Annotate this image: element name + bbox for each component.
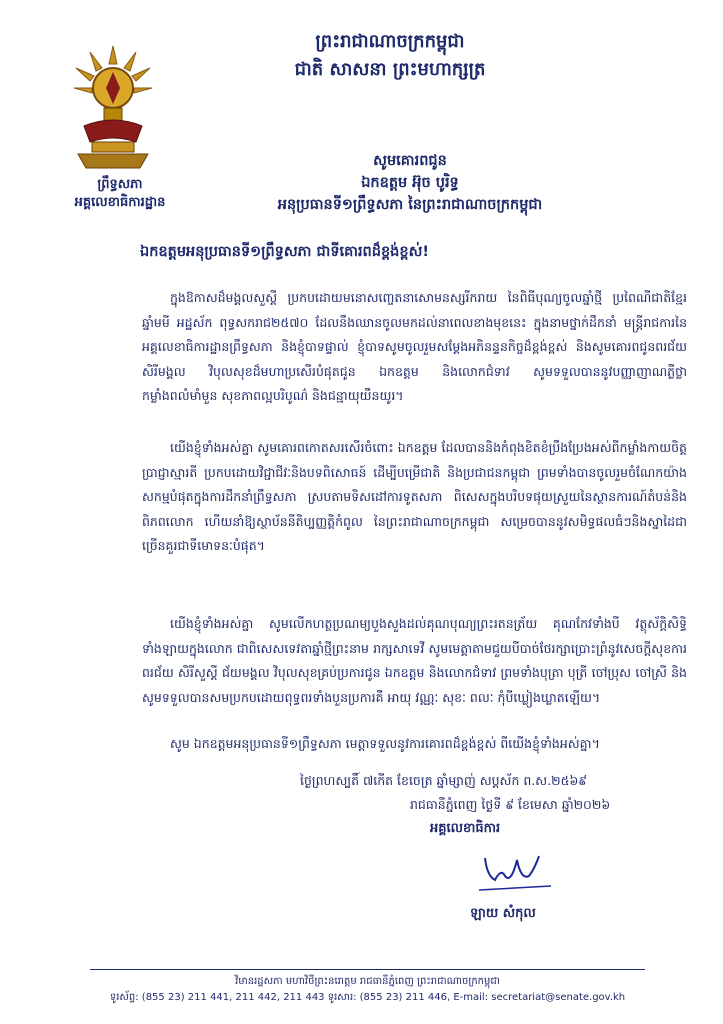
secretariat-label: អគ្គលេខាធិការដ្ឋាន [74,195,166,210]
closing-line: សូម ឯកឧត្តមអនុប្រធានទី១ព្រឹទ្ធសភា មេត្តាទទួលនូវការគោរពដ៏ខ្ពង់ខ្ពស់ ពីយើងខ្ញុំទាំងអស់គ្នា។ [170,736,600,751]
body-paragraph-2: យើងខ្ញុំទាំងអស់គ្នា សូមគោរពកោតសរសើរចំពោះ ឯកឧត្តម ដែលបាននិងកំពុងខិតខំប្រឹងប្រែងអស់ពីកម្លាំងកាយចិត្ត ប្រាជ្ញាស្មារតី ប្រកបដោយវិជ្ជាជីវៈនិងបទពិសោធន៍ ដើម្បីបម្រើជាតិ និងប្រជាជនកម្ពុជា ព្រមទាំងបានចូលរួមចំណែកយ៉ាងសកម្មបំផុតក្នុងការដឹកនាំព្រឹទ្ធសភា ស្របតាមទិសដៅការទូតសភា ពិសេសក្នុងបរិបទផុយស្រួយនៃស្ថានការណ៍តំបន់និងពិភពលោក ហើយនាំឱ្យស្ថាប័ននីតិប្បញ្ញត្តិកំពូល នៃព្រះរាជាណាចក្រកម្ពុជា សម្រេចបាននូវសមិទ្ធផលធំៗនិងស្នាដៃជាច្រើនគួរជាទីមោទនៈបំផុត។ [142,440,687,553]
kingdom-title: ព្រះរាជាណាចក្រកម្ពុជា [315,31,465,52]
national-heading [230,28,550,84]
senate-department-heading [70,176,170,212]
recipient-line-3: អនុប្រធានទី១ព្រឹទ្ធសភា នៃព្រះរាជាណាចក្រកម្ពុជា [277,197,543,213]
recipient-block [180,150,640,216]
recipient-line-2: ឯកឧត្តម អ៊ុច បូរិទ្ធ [361,175,459,191]
lunar-date: ថ្ងៃព្រហស្បតិ៍ ៧កើត ខែចេត្រ ឆ្នាំម្សាញ់ សប្តស័ក ព.ស.២៥៦៩ [300,773,588,788]
body-paragraph-1: ក្នុងឱកាសដ៏មង្គលសួស្តី ប្រកបដោយមនោសញ្ចេតនាសោមនស្សរីករាយ នៃពិធីបុណ្យចូលឆ្នាំថ្មី ប្រពៃណីជាតិខ្មែរ ឆ្នាំមមី អដ្ឋស័ក ពុទ្ធសករាជ២៥៧០ ដែលនឹងឈានចូលមកដល់នាពេលខាងមុខនេះ ក្នុងនាមថ្នាក់ដឹកនាំ មន្ត្រីរាជការនៃអគ្គលេខាធិការដ្ឋានព្រឹទ្ធសភា និងខ្ញុំបាទផ្ទាល់ ខ្ញុំបាទសូមចូលរួមសម្តែងអភិនន្ទនកិច្ចដ៏ខ្ពង់ខ្ពស់ និងសូមគោរពជូនពរជ័យ សិរីមង្គល វិបុលសុខដ៏មហាប្រសើរបំផុតជូន ឯកឧត្តម និងលោកជំទាវ សូមទទួលបាននូវបញ្ញាញាណភ្លឺថ្លា កម្លាំងពលំមាំមួន សុខភាពល្អបរិបូណ៌ និងជន្មាយុយឺនយូរ។ [142,290,687,403]
signer-title: អគ្គលេខាធិការ [430,821,501,836]
footer-address: វិមានរដ្ឋសភា មហាវិថីព្រះនរោត្តម រាជធានីភ្នំពេញ ព្រះរាជាណាចក្រកម្ពុជា [235,976,500,987]
body-paragraph-3: យើងខ្ញុំទាំងអស់គ្នា សូមលើកហត្ថប្រណម្យបួងសួងដល់គុណបុណ្យព្រះរតនត្រ័យ គុណកែវទាំងបី វត្ថុស័ក្តិសិទ្ធិទាំងឡាយក្នុងលោក ជាពិសេសទេវតាឆ្នាំថ្មីព្រះនាម រាក្សសាទេវី សូមមេត្តាតាមជួយបីបាច់ថែរក្សាប្រោះព្រំនូវសេចក្តីសុខការពរជ័យ សិរីសួស្តី ជ័យមង្គល វិបុលសុខគ្រប់ប្រការជូន ឯកឧត្តម និងលោកជំទាវ ព្រមទាំងបុត្រា បុត្រី ចៅប្រុស ចៅស្រី និងសូមទទួលបានសមប្រកបដោយពុទ្ធពរទាំងបួនប្រការគឺ អាយុ វណ្ណៈ សុខៈ ពលៈ កុំបីឃ្លៀងឃ្លាតឡើយ។ [142,616,687,705]
handwritten-signature [475,850,555,894]
recipient-line-1: សូមគោរពជូន [373,153,447,169]
solar-date: រាជធានីភ្នំពេញ ថ្ងៃទី ៩ ខែមេសា ឆ្នាំ២០២៦ [410,797,611,812]
national-motto: ជាតិ សាសនា ព្រះមហាក្សត្រ [294,59,486,80]
signer-name: ឡាយ សំកុល [470,906,536,921]
footer-divider [90,969,645,970]
senate-label: ព្រឹទ្ធសភា [97,177,143,192]
senate-emblem-icon [70,42,156,172]
salutation: ឯកឧត្តមអនុប្រធានទី១ព្រឹទ្ធសភា ជាទីគោរពដ៏ខ្ពង់ខ្ពស់! [140,244,429,260]
footer-contact: ទូរស័ព្ទ: (855 23) 211 441, 211 442, 211 443 ទូរសារ: (855 23) 211 446, E-mail: secretariat@senate.gov.kh [109,992,626,1003]
letterhead-footer [90,974,645,1006]
